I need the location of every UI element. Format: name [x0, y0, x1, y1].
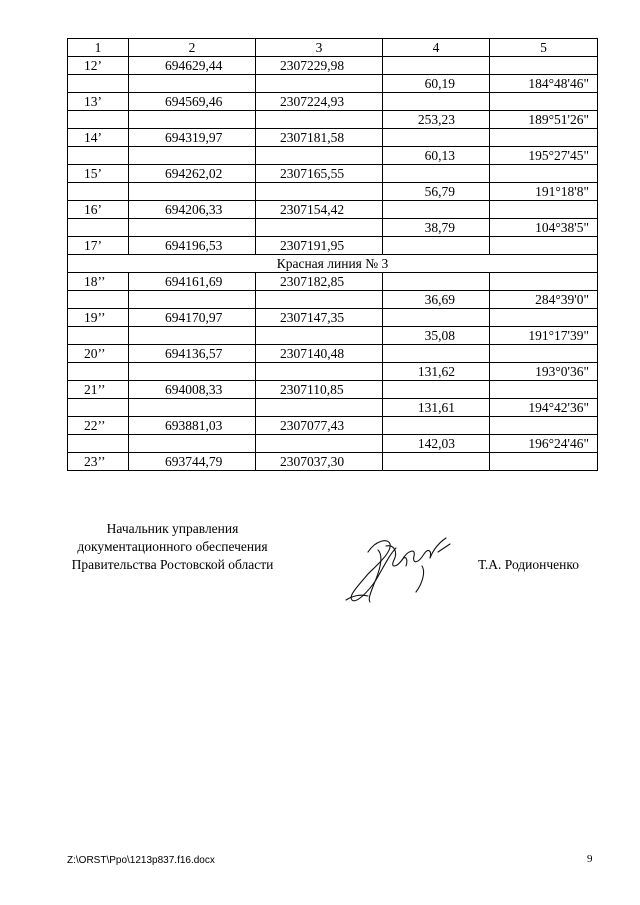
empty-cell — [490, 57, 598, 75]
header-cell-2: 2 — [129, 39, 256, 57]
empty-cell — [256, 147, 383, 165]
direction-angle-cell: 284°39'0" — [490, 291, 598, 309]
header-cell-1: 1 — [68, 39, 129, 57]
empty-cell — [68, 435, 129, 453]
empty-cell — [68, 219, 129, 237]
segment-row — [68, 327, 598, 345]
empty-cell — [68, 75, 129, 93]
empty-cell — [68, 111, 129, 129]
empty-cell — [383, 417, 490, 435]
segment-row — [68, 147, 598, 165]
point-number-cell: 23’’ — [68, 453, 129, 471]
empty-cell — [383, 165, 490, 183]
x-coordinate-cell: 694262,02 — [129, 165, 256, 183]
empty-cell — [256, 75, 383, 93]
segment-row — [68, 111, 598, 129]
table-header-row — [68, 39, 598, 57]
header-cell-5: 5 — [490, 39, 598, 57]
empty-cell — [129, 147, 256, 165]
point-row — [68, 57, 598, 75]
point-row — [68, 237, 598, 255]
point-number-cell: 21’’ — [68, 381, 129, 399]
signer-name: Т.А. Родионченко — [478, 557, 579, 572]
empty-cell — [256, 435, 383, 453]
section-row — [68, 255, 598, 273]
x-coordinate-cell: 694008,33 — [129, 381, 256, 399]
empty-cell — [490, 345, 598, 363]
signer-position-line-2: документационного обеспечения — [77, 539, 268, 554]
empty-cell — [256, 183, 383, 201]
segment-row — [68, 75, 598, 93]
signer-position — [40, 520, 305, 574]
y-coordinate-cell: 2307140,48 — [256, 345, 383, 363]
point-row — [68, 165, 598, 183]
empty-cell — [383, 381, 490, 399]
direction-angle-cell: 104°38'5" — [490, 219, 598, 237]
page-number: 9 — [587, 853, 593, 865]
empty-cell — [490, 453, 598, 471]
empty-cell — [383, 93, 490, 111]
point-row — [68, 201, 598, 219]
empty-cell — [256, 111, 383, 129]
empty-cell — [256, 291, 383, 309]
empty-cell — [256, 399, 383, 417]
empty-cell — [383, 57, 490, 75]
point-row — [68, 417, 598, 435]
direction-angle-cell: 191°18'8" — [490, 183, 598, 201]
signer-position-line-1: Начальник управления — [106, 521, 239, 536]
footer-file-path: Z:\ORST\Ppo\1213p837.f16.docx — [67, 855, 215, 866]
empty-cell — [129, 363, 256, 381]
signature-block — [0, 520, 640, 600]
distance-cell: 56,79 — [383, 183, 490, 201]
direction-angle-cell: 195°27'45" — [490, 147, 598, 165]
empty-cell — [383, 273, 490, 291]
point-number-cell: 12’ — [68, 57, 129, 75]
point-number-cell: 13’ — [68, 93, 129, 111]
distance-cell: 131,62 — [383, 363, 490, 381]
point-row — [68, 309, 598, 327]
y-coordinate-cell: 2307147,35 — [256, 309, 383, 327]
point-row — [68, 453, 598, 471]
x-coordinate-cell: 694569,46 — [129, 93, 256, 111]
empty-cell — [129, 219, 256, 237]
empty-cell — [256, 219, 383, 237]
direction-angle-cell: 189°51'26" — [490, 111, 598, 129]
header-cell-4: 4 — [383, 39, 490, 57]
point-number-cell: 17’ — [68, 237, 129, 255]
empty-cell — [383, 453, 490, 471]
distance-cell: 60,13 — [383, 147, 490, 165]
empty-cell — [490, 381, 598, 399]
x-coordinate-cell: 694629,44 — [129, 57, 256, 75]
x-coordinate-cell: 694170,97 — [129, 309, 256, 327]
y-coordinate-cell: 2307077,43 — [256, 417, 383, 435]
empty-cell — [383, 237, 490, 255]
point-row — [68, 273, 598, 291]
point-row — [68, 345, 598, 363]
y-coordinate-cell: 2307037,30 — [256, 453, 383, 471]
x-coordinate-cell: 694206,33 — [129, 201, 256, 219]
direction-angle-cell: 193°0'36" — [490, 363, 598, 381]
handwritten-signature — [338, 530, 458, 610]
header-cell-3: 3 — [256, 39, 383, 57]
y-coordinate-cell: 2307165,55 — [256, 165, 383, 183]
empty-cell — [490, 237, 598, 255]
point-row — [68, 381, 598, 399]
direction-angle-cell: 194°42'36" — [490, 399, 598, 417]
distance-cell: 60,19 — [383, 75, 490, 93]
distance-cell: 131,61 — [383, 399, 490, 417]
signer-position-line-3: Правительства Ростовской области — [71, 557, 274, 572]
empty-cell — [383, 309, 490, 327]
empty-cell — [383, 201, 490, 219]
empty-cell — [129, 111, 256, 129]
x-coordinate-cell: 693744,79 — [129, 453, 256, 471]
empty-cell — [490, 93, 598, 111]
segment-row — [68, 291, 598, 309]
coordinates-table — [67, 38, 598, 471]
empty-cell — [490, 417, 598, 435]
empty-cell — [68, 363, 129, 381]
empty-cell — [68, 183, 129, 201]
y-coordinate-cell: 2307191,95 — [256, 237, 383, 255]
distance-cell: 142,03 — [383, 435, 490, 453]
point-number-cell: 22’’ — [68, 417, 129, 435]
empty-cell — [68, 147, 129, 165]
coordinates-table-body — [68, 39, 598, 471]
empty-cell — [490, 309, 598, 327]
empty-cell — [129, 399, 256, 417]
point-row — [68, 93, 598, 111]
y-coordinate-cell: 2307154,42 — [256, 201, 383, 219]
point-number-cell: 20’’ — [68, 345, 129, 363]
empty-cell — [129, 291, 256, 309]
x-coordinate-cell: 694319,97 — [129, 129, 256, 147]
segment-row — [68, 399, 598, 417]
distance-cell: 36,69 — [383, 291, 490, 309]
y-coordinate-cell: 2307224,93 — [256, 93, 383, 111]
empty-cell — [490, 273, 598, 291]
distance-cell: 38,79 — [383, 219, 490, 237]
segment-row — [68, 219, 598, 237]
empty-cell — [129, 75, 256, 93]
distance-cell: 35,08 — [383, 327, 490, 345]
empty-cell — [129, 183, 256, 201]
x-coordinate-cell: 693881,03 — [129, 417, 256, 435]
direction-angle-cell: 196°24'46" — [490, 435, 598, 453]
x-coordinate-cell: 694136,57 — [129, 345, 256, 363]
x-coordinate-cell: 694196,53 — [129, 237, 256, 255]
empty-cell — [256, 327, 383, 345]
empty-cell — [490, 129, 598, 147]
x-coordinate-cell: 694161,69 — [129, 273, 256, 291]
empty-cell — [256, 363, 383, 381]
segment-row — [68, 435, 598, 453]
point-number-cell: 15’ — [68, 165, 129, 183]
empty-cell — [129, 435, 256, 453]
y-coordinate-cell: 2307110,85 — [256, 381, 383, 399]
direction-angle-cell: 184°48'46" — [490, 75, 598, 93]
point-number-cell: 19’’ — [68, 309, 129, 327]
empty-cell — [68, 399, 129, 417]
point-row — [68, 129, 598, 147]
section-title-cell: Красная линия № 3 — [68, 255, 598, 273]
y-coordinate-cell: 2307182,85 — [256, 273, 383, 291]
distance-cell: 253,23 — [383, 111, 490, 129]
direction-angle-cell: 191°17'39" — [490, 327, 598, 345]
empty-cell — [383, 129, 490, 147]
y-coordinate-cell: 2307181,58 — [256, 129, 383, 147]
empty-cell — [490, 201, 598, 219]
point-number-cell: 16’ — [68, 201, 129, 219]
empty-cell — [129, 327, 256, 345]
empty-cell — [490, 165, 598, 183]
empty-cell — [68, 291, 129, 309]
segment-row — [68, 363, 598, 381]
point-number-cell: 14’ — [68, 129, 129, 147]
y-coordinate-cell: 2307229,98 — [256, 57, 383, 75]
point-number-cell: 18’’ — [68, 273, 129, 291]
empty-cell — [68, 327, 129, 345]
segment-row — [68, 183, 598, 201]
empty-cell — [383, 345, 490, 363]
